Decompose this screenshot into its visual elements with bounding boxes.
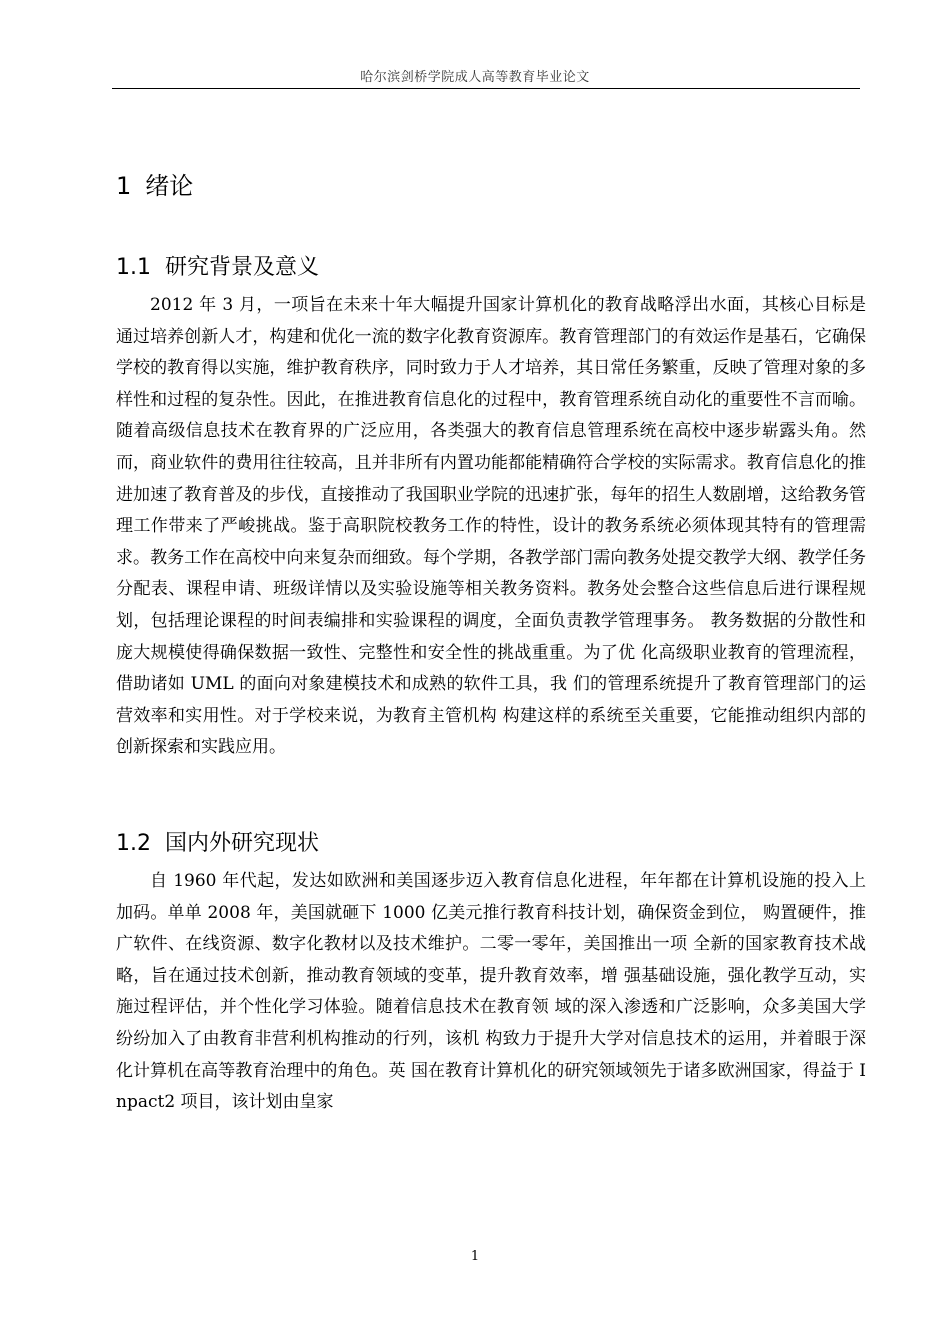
section-number: 1.1 xyxy=(116,255,151,280)
section-title: 国内外研究现状 xyxy=(165,831,320,856)
section-heading-research-status xyxy=(116,826,319,857)
section-heading-background xyxy=(116,250,319,281)
section-number: 1.2 xyxy=(116,831,151,856)
running-header: 哈尔滨剑桥学院成人高等教育毕业论文 xyxy=(360,70,590,85)
chapter-title: 绪论 xyxy=(145,172,194,200)
header-divider xyxy=(112,88,860,89)
section-title: 研究背景及意义 xyxy=(165,255,320,280)
chapter-number: 1 xyxy=(116,172,132,200)
body-paragraph-background: 2012 年 3 月，一项旨在未来十年大幅提升国家计算机化的教育战略浮出水面，其核心目标是通过培养创新人才，构建和优化一流的数字化教育资源库。教育管理部门的有效运作是基石，它确保学校的教育得以实施，维护教育秩序，同时致力于人才培养，其日常任务繁重，反映了管理对象的多样性和过程的复杂性。因此，在推进教育信息化的过程中，教育管理系统自动化的重要性不言而喻。随着高级信息技术在教育界的广泛应用，各类强大的教育信息管理系统在高校中逐步崭露头角。然而，商业软件的费用往往较高，且并非所有内置功能都能精确符合学校的实际需求。教育信息化的推进加速了教育普及的步伐，直接推动了我国职业学院的迅速扩张，每年的招生人数剧增，这给教务管理工作带来了严峻挑战。鉴于高职院校教务工作的特性，设计的教务系统必须体现其特有的管理需求。教务工作在高校中向来复杂而细致。每个学期，各教学部门需向教务处提交教学大纲、教学任务分配表、课程申请、班级详情以及实验设施等相关教务资料。教务处会整合这些信息后进行课程规划，包括理论课程的时间表编排和实验课程的调度，全面负责教学管理事务。 教务数据的分散性和庞大规模使得确保数据一致性、完整性和安全性的挑战重重。为了优 化高级职业教育的管理流程，借助诸如 UML 的面向对象建模技术和成熟的软件工具，我 们的管理系统提升了教育管理部门的运营效率和实用性。对于学校来说，为教育主管机构 构建这样的系统至关重要，它能推动组织内部的创新探索和实践应用。 xyxy=(116,295,866,758)
chapter-heading xyxy=(116,166,193,201)
body-paragraph-research-status: 自 1960 年代起，发达如欧洲和美国逐步迈入教育信息化进程，年年都在计算机设施的投入上加码。单单 2008 年，美国就砸下 1000 亿美元推行教育科技计划，确保资金到位， 购置硬件，推广软件、在线资源、数字化教材以及技术维护。二零一零年，美国推出一项 全新的国家教育技术战略，旨在通过技术创新，推动教育领域的变革，提升教育效率，增 强基础设施，强化教学互动，实施过程评估，并个性化学习体验。随着信息技术在教育领 域的深入渗透和广泛影响，众多美国大学纷纷加入了由教育非营利机构推动的行列，该机 构致力于提升大学对信息技术的运用，并着眼于深化计算机在高等教育治理中的角色。英 国在教育计算机化的研究领域领先于诸多欧洲国家，得益于 Inpact2 项目，该计划由皇家 xyxy=(116,871,866,1113)
page-number: 1 xyxy=(470,1249,480,1264)
